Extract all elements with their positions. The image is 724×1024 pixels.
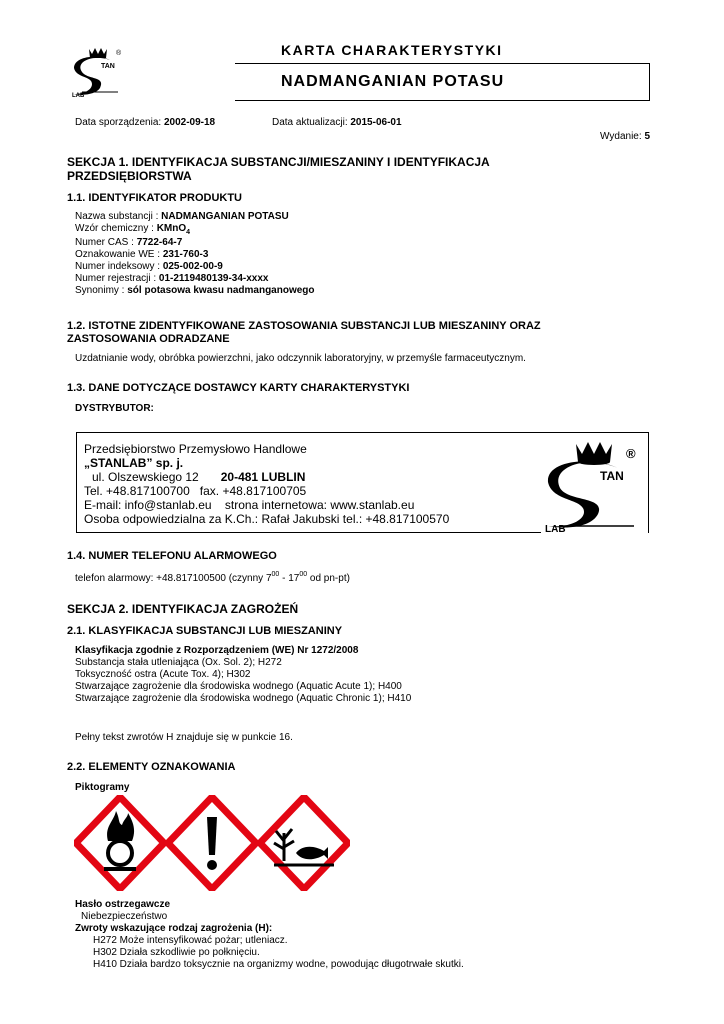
cas-number: Numer CAS : 7722-64-7 [75,237,183,248]
registration-number: Numer rejestracji : 01-2119480139-34-xxxx [75,273,269,284]
product-title: NADMANGANIAN POTASU [281,73,505,90]
h-statement: H302 Działa szkodliwie po połknięciu. [93,947,260,958]
index-number: Numer indeksowy : 025-002-00-9 [75,261,223,272]
heading-1-3: 1.3. DANE DOTYCZĄCE DOSTAWCY KARTY CHARAKTERYSTYKI [67,382,410,394]
address: ul. Olszewskiego 12 20-481 LUBLIN [92,470,306,484]
section-1-title: SEKCJA 1. IDENTYFIKACJA SUBSTANCJI/MIESZANINY I IDENTYFIKACJA PRZEDSIĘBIORSTWA [67,155,490,183]
company-line: Przedsiębiorstwo Przemysłowo Handlowe [84,442,307,456]
section-2-title: SEKCJA 2. IDENTYFIKACJA ZAGROŻEŃ [67,602,299,616]
stanlab-logo-large [544,440,636,534]
product-identifiers [75,211,315,297]
ghs-pictograms [74,795,350,891]
svg-text:TAN: TAN [600,469,624,483]
classification-item: Toksyczność ostra (Acute Tox. 4); H302 [75,669,251,680]
created-date: Data sporządzenia: 2002-09-18 [75,117,216,128]
distributor-box-bottom [76,532,541,533]
h-statements-label: Zwroty wskazujące rodzaj zagrożenia (H): [75,923,273,934]
phone-fax: Tel. +48.817100700 fax. +48.817100705 [84,484,307,498]
environment-icon [260,797,348,889]
substance-name: Nazwa substancji : NADMANGANIAN POTASU [75,211,289,222]
h-statement: H272 Może intensyfikować pożar; utleniacz. [93,935,288,946]
updated-date: Data aktualizacji: 2015-06-01 [272,117,402,128]
synonyms: Synonimy : sól potasowa kwasu nadmanganowego [75,285,315,296]
signal-word: Niebezpieczeństwo [81,911,168,922]
company-name: „STANLAB” sp. j. [84,456,184,470]
classification-item: Stwarzające zagrożenie dla środowiska wodnego (Aquatic Acute 1); H400 [75,681,402,692]
contact-person: Osoba odpowiedzialna za K.Ch.: Rafał Jakubski tel.: +48.817100570 [84,512,450,526]
edition: Wydanie: 5 [600,131,650,142]
svg-text:LAB: LAB [72,93,85,98]
alarm-phone: telefon alarmowy: +48.817100500 (czynny $7^{00} - 17^{00}$ od pn-pt) [75,571,350,584]
we-number: Oznakowanie WE : 231-760-3 [75,249,209,260]
heading-1-1: 1.1. IDENTYFIKATOR PRODUKTU [67,192,242,204]
heading-1-2: 1.2. ISTOTNE ZIDENTYFIKOWANE ZASTOSOWANIA SUBSTANCJI LUB MIESZANINY ORAZ ZASTOSOWANIA ODRADZANE [67,320,541,345]
classification-item: Substancja stała utleniająca (Ox. Sol. 2); H272 [75,657,282,668]
classification-label: Klasyfikacja zgodnie z Rozporządzeniem (WE) Nr 1272/2008 [75,645,359,656]
signal-word-label: Hasło ostrzegawcze [75,899,171,910]
classification [75,645,411,705]
distributor-details [84,442,449,526]
flame-over-circle-icon [76,797,164,889]
chemical-formula: Wzór chemiczny : KMnO$_4$ [75,223,191,236]
distributor-label: DYSTRYBUTOR: [75,403,154,414]
stanlab-logo [70,46,122,98]
registered-mark: ® [116,50,122,57]
heading-2-2: 2.2. ELEMENTY OZNAKOWANIA [67,761,236,773]
heading-2-1: 2.1. KLASYFIKACJA SUBSTANCJI LUB MIESZANINY [67,625,343,637]
classification-item: Stwarzające zagrożenie dla środowiska wodnego (Aquatic Chronic 1); H410 [75,693,412,704]
registered-mark-large: ® [626,446,636,461]
email-web: E-mail: info@stanlab.eu strona internetowa: www.stanlab.eu [84,498,415,512]
svg-text:TAN: TAN [101,63,115,70]
document-title: KARTA CHARAKTERYSTYKI [281,42,503,58]
h-statement: H410 Działa bardzo toksycznie na organizmy wodne, powodując długotrwałe skutki. [93,959,464,970]
heading-1-4: 1.4. NUMER TELEFONU ALARMOWEGO [67,550,277,562]
pictograms-label: Piktogramy [75,782,130,793]
signal-and-hazards [75,899,464,971]
identified-uses: Uzdatnianie wody, obróbka powierzchni, jako odczynnik laboratoryjny, w przemyśle farmaceutycznym. [75,353,526,364]
exclamation-icon [168,797,256,889]
svg-text:LAB: LAB [545,524,566,534]
h-phrases-note: Pełny tekst zwrotów H znajduje się w punkcie 16. [75,732,293,743]
